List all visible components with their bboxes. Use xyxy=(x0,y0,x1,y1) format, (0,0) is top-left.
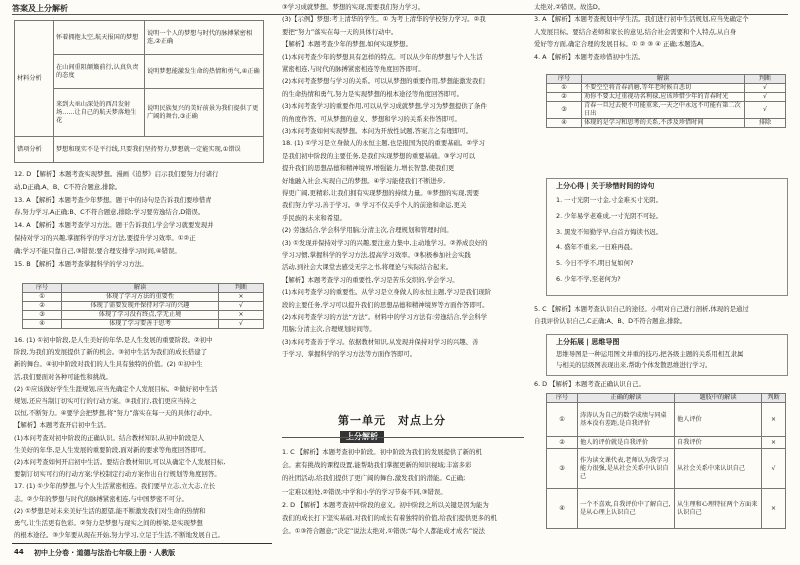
text-line: 春,努力学习,A正确;B、C不符合题意,排除;学习要劳逸结合,D错误。 xyxy=(14,208,205,217)
text-line: 【解析】本题考查少年的梦想,如何实现梦想。 xyxy=(282,40,412,49)
text-line: 太绝对,②错误。故选D。 xyxy=(534,3,605,11)
text-line: 紧密相连,与时代的脉搏紧密相连等角度回答即可。 xyxy=(282,65,425,73)
table-cell: × xyxy=(219,311,264,320)
text-line: 6. 少年不学,至老何为? xyxy=(556,275,621,283)
text-line: 以恒,不断努力。④要学会把梦想,将“努力”落实在每一天的具体行动中。 xyxy=(14,409,216,418)
table-cell: ① xyxy=(547,84,582,93)
table-cell: 自我评价 xyxy=(675,437,762,449)
table-row xyxy=(547,449,786,489)
table-cell: √ xyxy=(219,320,264,329)
unit-banner: 第一单元 对点上分 xyxy=(338,414,446,427)
col-header: 判断 xyxy=(762,394,786,403)
table-cell: 来到大巫山深处的西昌发射场……让自己的航天梦落地生花 xyxy=(54,89,145,137)
table-cell: ② xyxy=(23,302,62,311)
text-line: 13. A 【解析】本题考查少年梦想。题干中的诗句是告诉我们要珍惜青 xyxy=(14,195,212,204)
table-row xyxy=(547,93,786,102)
table-cell: 体现了学习要善于思考 xyxy=(62,320,219,329)
table-cell: 体现了需要发现并保持对学习的兴趣 xyxy=(62,302,219,311)
text-line: 学习习惯,掌握科学的学习方法,提高学习效率。③积极参加社会实践 xyxy=(282,251,471,259)
table-q15 xyxy=(22,283,264,329)
text-line: 生美好的年华,是人生发展的重要阶段,面对新的要求等角度回答即可。 xyxy=(14,445,210,454)
table-row xyxy=(547,102,786,119)
table-cell: ④ xyxy=(23,320,62,329)
text-line: 6. D 【解析】本题考查正确认识自己。 xyxy=(534,380,645,388)
text-line: (2)本问考查如何开启初中生活。要结合教材知识,可以从确定个人发展目标, xyxy=(14,458,226,466)
text-line: (2)本问考查梦想与学习的关系。可以从梦想的重要作用,梦想能激发我们 xyxy=(282,77,485,86)
text-line: 4. A 【解析】本题考查珍惜初中生活。 xyxy=(534,52,645,61)
text-line: 2. 少年易学老难成,一寸光阴不可轻。 xyxy=(556,211,663,220)
text-line: 志。②少年的梦想与时代的脉搏紧密相连,与中国梦密不可分。 xyxy=(14,494,188,503)
text-line: 于学习、掌握科学的学习方法等方面作答即可。 xyxy=(282,350,417,359)
table-cell: 体现的是学习和思考的关系,不涉及珍惜时间 xyxy=(582,119,745,128)
text-line: 思维导图是一种运用图文并重的技巧,把各级主题的关系用相互隶属 xyxy=(556,350,744,358)
table-header-row xyxy=(23,284,264,293)
section-rule xyxy=(282,437,524,438)
col-header: 判断 xyxy=(745,75,786,84)
text-line: 与相关的层级图表现出来,帮助个体发散思维进行学习。 xyxy=(556,361,712,369)
text-line: 动,D正确,A、B、C不符合题意,排除。 xyxy=(14,182,122,191)
table-cell: 劝你不要太过重视功名利禄,应该珍惜少年的青春时光 xyxy=(582,93,745,102)
text-line: 是我们初中阶段的主要任务,是我们实现梦想的重要基础。③学习可以 xyxy=(282,151,476,160)
table-cell: 怀着拥抱太空,航天报国的梦想 xyxy=(54,21,145,55)
table-cell: 说明梦想能激发生命的热情和勇气,④正确 xyxy=(145,55,264,89)
text-line: 会。素有挑战的课程设置,能帮助我们掌握更新的知识视域;丰富多彩 xyxy=(282,461,472,470)
col-header: 解读 xyxy=(582,75,745,84)
text-line: (3)本问考查如何实现梦想。本问为开放性试题,答案言之有理即可。 xyxy=(282,127,473,135)
col-header: 序号 xyxy=(547,394,578,403)
table-cell: 青春一旦过去便不可能重来,一天之中永远不可能有第二次日出 xyxy=(582,102,745,119)
table-cell: ② xyxy=(547,437,578,449)
text-line: 4. 盛年不重来,一日难再晨。 xyxy=(556,243,637,252)
table-cell: × xyxy=(762,437,786,449)
table-cell: 他人的评价就是自我评价 xyxy=(578,437,675,449)
table-row xyxy=(547,84,786,93)
table-row xyxy=(547,119,786,128)
text-line: 确;学习不能只靠自己,③错误;要合理安排学习时间,④错误。 xyxy=(14,246,181,255)
table-row xyxy=(23,302,264,311)
page-number: 44 xyxy=(14,548,24,556)
text-line: 乎民族的未来和希望。 xyxy=(282,213,346,222)
text-line: 5. 今日不学不,明日复如何? xyxy=(556,259,634,268)
text-line: (2)本问考查学习的方法“方法”。材料中的学习方法有:劳逸结合,学会科学 xyxy=(282,313,488,321)
material-table xyxy=(14,20,264,163)
text-line: (3) ①发现并保持对学习的兴趣,要注意力集中,主动地学习。②养成良好的 xyxy=(282,238,488,247)
table-cell: 体现了学习没有终点,学无止境 xyxy=(62,311,219,320)
col-header: 解读 xyxy=(62,284,219,293)
table-cell: ① xyxy=(23,293,62,302)
text-line: 会。①③符合题意;“决定”说法太绝对,①错误;“每个人都能成才成名”说法 xyxy=(282,527,485,536)
group1-label: 材料分析 xyxy=(15,21,54,137)
text-line: 人发展目标。要结合老师和家长的意见,结合社会需要和个人特点,从自身 xyxy=(534,27,737,36)
footer-title: 初中上分卷 · 道德与法治七年级上册 · 人教版 xyxy=(34,549,176,557)
text-line: 14. A 【解析】本题考查学习方法。题干告诉我们,学会学习就要发现并 xyxy=(14,221,214,230)
text-line: 17. (1) ①少年的梦想,与个人生活紧密相连。我们要早立志,立大志,立长 xyxy=(14,482,216,491)
table-header-row xyxy=(547,75,786,84)
table-cell: ③ xyxy=(547,449,578,489)
col-header: 正确的解读 xyxy=(578,394,675,403)
text-line: 爱好等方面,确定合理的发展目标。① ② ③ ④ 正确;本题选A。 xyxy=(534,40,708,49)
col-header: 序号 xyxy=(23,284,62,293)
table-cell: 梦想和现实不是平行线,只要我们坚持努力,梦想就一定能实现,①错误 xyxy=(54,137,264,163)
table-cell: 作为读文课代表,老师认为我学习能力很强,是从社会关系中认识自己 xyxy=(578,449,675,489)
table-row xyxy=(15,137,264,163)
text-line: (1)本问考查对初中阶段的正确认识。结合教材知识,从初中阶段是人 xyxy=(14,433,205,442)
text-line: 15. B 【解析】本题考查掌握科学的学习方法。 xyxy=(14,259,148,268)
text-line: ③学习成就梦想。梦想的实现,需要我们努力学习。 xyxy=(282,3,424,11)
table-cell: 从社会关系中来认识自己 xyxy=(675,449,762,489)
text-line: (1)本问考查学习的重要性。从学习是立身做人的永恒主题,学习是我们现阶 xyxy=(282,288,492,297)
text-line: 要制订切实可行的行动方案;学校制定行动方案作出自行规划等角度回答。 xyxy=(14,470,221,479)
table-cell: × xyxy=(762,403,786,437)
table-cell: 体现了学习方法的重要性 xyxy=(62,293,219,302)
table-row xyxy=(23,320,264,329)
footer-rule xyxy=(12,543,272,544)
table-cell: √ xyxy=(745,84,786,93)
table-cell: 排除 xyxy=(745,119,786,128)
expand-box-title: 上分拓展 | 思维导图 xyxy=(556,338,620,346)
text-line: 得更广阔,更精彩,让我们拥有实现梦想的持续力量。⑤梦想的实现,需要 xyxy=(282,189,480,197)
text-line: (2) ①应该做好学生生涯规划,应当先确定个人发展目标。②做好初中生活 xyxy=(14,384,218,393)
table-row xyxy=(23,293,264,302)
table-cell: 说明一个人的梦想与时代的脉搏紧密相连,②正确 xyxy=(145,21,264,55)
table-cell: × xyxy=(219,293,264,302)
text-line: (1)本问考查少年的梦想具有怎样的特点。可以从少年的梦想与个人生活 xyxy=(282,52,483,61)
table-q4 xyxy=(546,74,786,128)
table-cell: ③ xyxy=(23,311,62,320)
text-line: 我们的成长打下坚实基础,对我们的成长有着独特的价值,给我们提供更多的机 xyxy=(282,514,497,522)
text-line: 一定难以相处,②错误;中学和小学的学习节奏不同,③错误。 xyxy=(282,487,447,496)
table-cell: 涛涛认为自己的数学成绩与同桌基本没有差距,是自我评价 xyxy=(578,403,675,437)
text-line: (3)【示例】梦想:考上清华的学生。① 为考上清华的学校努力学习。②我 xyxy=(282,15,486,24)
table-cell: √ xyxy=(745,102,786,119)
table-cell: × xyxy=(762,489,786,529)
text-line: 16. (1) ①初中阶段,是人生美好的年华,是人生发展的重要阶段。②初中 xyxy=(14,336,213,344)
table-cell: 一个不喜欢,自我评价中了解自己,是从心理上认识自己 xyxy=(578,489,675,529)
page-header: 答案及上分解析 xyxy=(12,4,68,13)
text-line: 阶段,为我们的发展提供了新的机会。③初中生活为我们的成长搭建了 xyxy=(14,348,208,357)
table-cell: 在山间重阻颠簸前行,认真负责的态度 xyxy=(54,55,145,89)
col-header: 判断 xyxy=(219,284,264,293)
text-line: 我们努力学习,善于学习。③ 学习不仅关乎个人的前途和命运,更关 xyxy=(282,201,467,210)
text-line: 的生命热情和勇气,努力是实现梦想的根本途径等角度回答即可。 xyxy=(282,89,463,98)
text-line: 新的舞台。④初中阶段对我们的人生具有独特的价值。(2) ①初中生 xyxy=(14,360,203,369)
text-line: 2. D 【解析】本题考查初中阶段的意义。初中阶段之所以关键是因为能为 xyxy=(282,500,489,509)
table-header-row xyxy=(547,394,786,403)
table-cell: √ xyxy=(219,302,264,311)
table-cell: √ xyxy=(762,449,786,489)
table-cell: 不要空空将青春消磨,等年老时候自悲切 xyxy=(582,84,745,93)
table-row xyxy=(15,21,264,55)
text-line: 规划,还应当制订切实可行的行动方案。③我们行,我们更应当持之 xyxy=(14,397,197,405)
tip-box-title: 上分心得 | 关于珍惜时间的诗句 xyxy=(556,182,655,190)
table-cell: ④ xyxy=(547,119,582,128)
text-line: 提升我们的思想品德和精神境界,增强能力,增长智慧,使我们更 xyxy=(282,164,455,173)
text-line: (2) ①梦想是对未来美好生活的愿望,能不断激发我们对生命的热情和 xyxy=(14,506,206,515)
table-cell: ② xyxy=(547,93,582,102)
text-line: 的根本途径。③少年要从现在开始,努力学习,立足于生活,不断地发展自己。 xyxy=(14,531,224,540)
col-header: 题肢中的解读 xyxy=(675,394,762,403)
table-row xyxy=(547,403,786,437)
text-line: 3. A 【解析】本题考查规划中学生活。我们进行初中生活规划,应当先确定个 xyxy=(534,15,749,24)
text-line: (3)本问考查学习的重要作用,可以从学习成就梦想,学习为梦想提供了条件 xyxy=(282,102,487,111)
text-line: 的社团活动,给我们提供了更广阔的舞台,激发我们的潜能。C正确; xyxy=(282,474,466,483)
text-line: 【解析】本题考查学习的重要性,学习是苦乐交织的,学会学习。 xyxy=(282,275,459,284)
group2-label: 错项分析 xyxy=(15,137,54,163)
col-header: 序号 xyxy=(547,75,582,84)
text-line: 1. C 【解析】本题考查初中阶段。初中阶段为我们的发展提供了新的机 xyxy=(282,448,482,456)
table-row xyxy=(547,437,786,449)
text-line: (3)本问考查善于学习。依据教材知识,从发现并保持对学习的兴趣、善 xyxy=(282,337,479,346)
table-cell: 他人评价 xyxy=(675,403,762,437)
table-cell: ③ xyxy=(547,102,582,119)
text-line: 自我评价认识自己,C正确;A、B、D不符合题意,排除。 xyxy=(534,317,687,326)
text-line: 12. D 【解析】本题考查实现梦想。漫画《追梦》启示我们要努力付诸行 xyxy=(14,170,219,178)
table-q6 xyxy=(546,393,786,529)
text-line: 好地融入社会,实现自己的梦想。④学习能使我们不断进步, xyxy=(282,176,446,185)
table-cell: ④ xyxy=(547,489,578,529)
table-cell: ① xyxy=(547,403,578,437)
text-line: 勇气,让生活更有色彩。②努力是梦想与现实之间的桥梁,是实现梦想 xyxy=(14,519,203,527)
text-line: 1. 一寸光阴一寸金,寸金难买寸光阴。 xyxy=(556,196,663,204)
table-row xyxy=(547,489,786,529)
text-line: 用脑;分清主次,合理规划时间等。 xyxy=(282,325,376,334)
text-line: 保持对学习的兴趣,掌握科学的学习方法,要提升学习效率。①②正 xyxy=(14,234,196,242)
text-line: 的角度作答。可从梦想的意义、梦想和学习的关系来作答即可。 xyxy=(282,114,461,123)
table-row xyxy=(23,311,264,320)
text-line: 5. C 【解析】本题考查认识自己的途径。小明对自己进行剖析,体现的是通过 xyxy=(534,305,749,313)
text-line: 【解析】本题考查开启初中生活。 xyxy=(14,421,110,430)
text-line: 活动,到社会大课堂去感受无字之书,将理论与实际结合起来。 xyxy=(282,263,453,272)
text-line: 3. 黑发不知勤学早,白首方悔读书迟。 xyxy=(556,227,663,236)
text-line: 段的主要任务,学习可以提升我们的思想品德和精神境界等方面作答即可。 xyxy=(282,300,489,309)
text-line: 要把“努力”落实在每一天的具体行动中。 xyxy=(282,27,398,36)
table-cell: √ xyxy=(745,93,786,102)
text-line: 活,我们要面对各种可能性和挑战。 xyxy=(14,372,112,381)
table-cell: 说明民族复兴的美好前景为我们提供了更广阔的舞台,③正确 xyxy=(145,89,264,137)
text-line: (2) 劳逸结合,学会科学用脑;分清主次,合理规划和管理时间。 xyxy=(282,226,453,235)
text-line: 18. (1) ①学习是立身做人的永恒主题,也是报国为民的重要基础。②学习 xyxy=(282,139,485,148)
table-cell: 从生理和心理特征两个方面来认识自己 xyxy=(675,489,762,529)
